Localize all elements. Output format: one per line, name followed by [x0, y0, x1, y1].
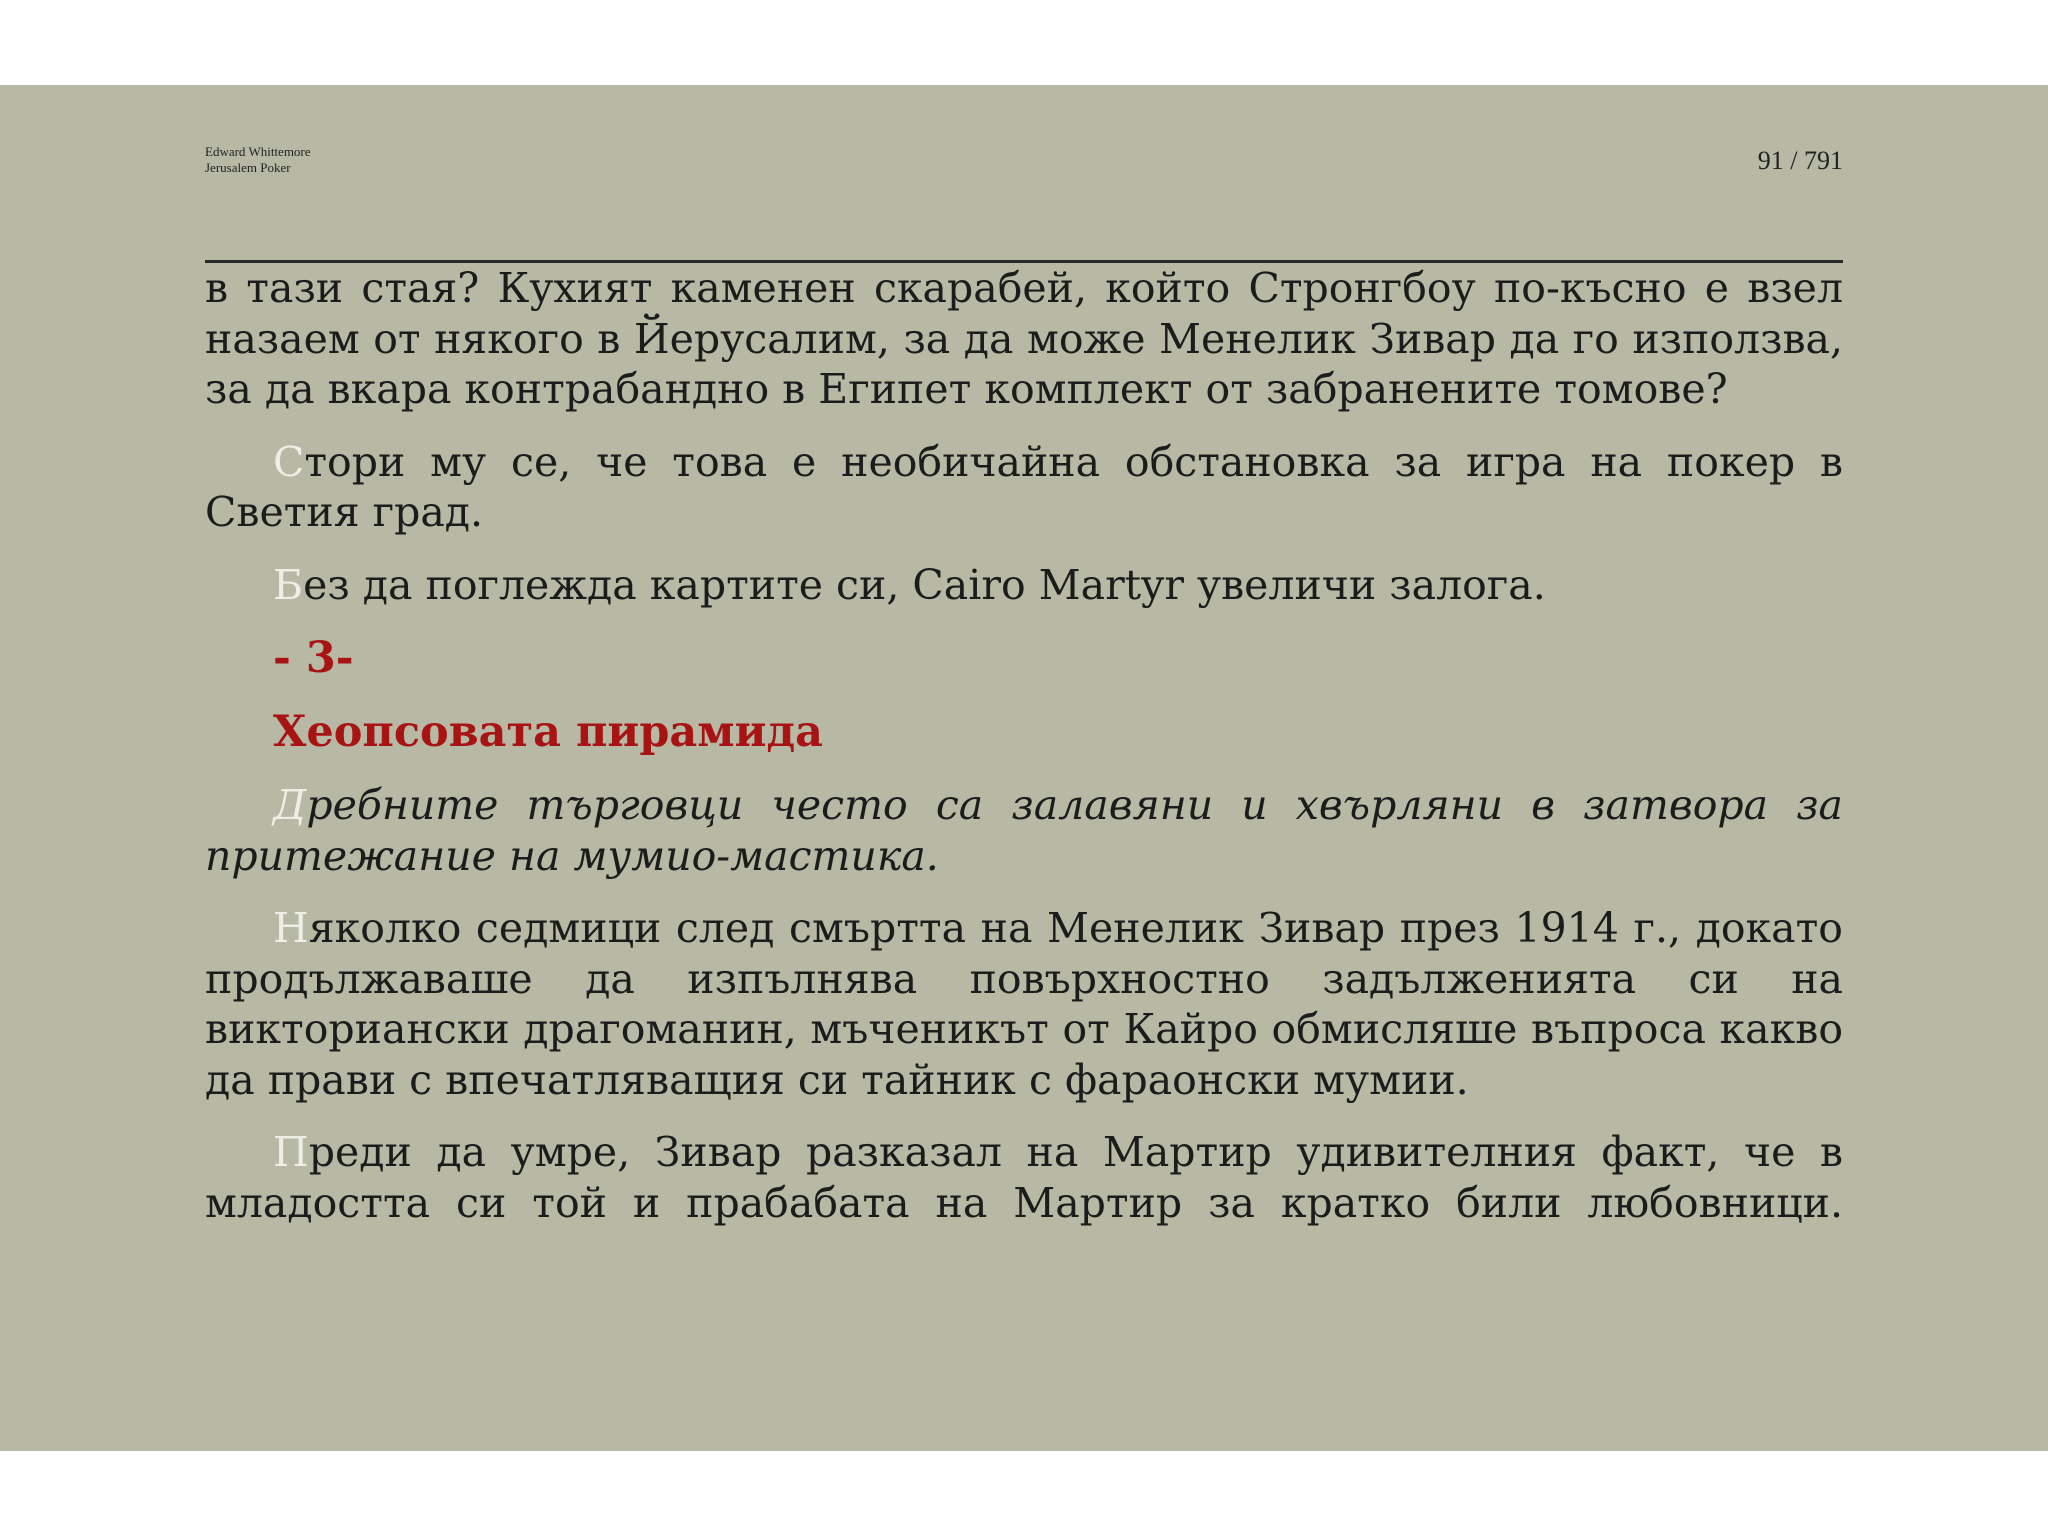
paragraph-text: реди да умре, Зивар разказал на Мартир удивителния факт, че в младостта си той и прабабата на Мартир за кратко били любовници. — [205, 1128, 1843, 1227]
drop-cap: Д — [273, 781, 307, 829]
paragraph-continuation: в тази стая? Кухият каменен скарабей, който Стронгбоу по-късно е взел назаем от някого в Йерусалим, за да може Менелик Зивар да го използва, за да вкара контрабандно в Египет комплект от забранените томове? — [205, 264, 1843, 413]
drop-cap: С — [273, 437, 305, 486]
chapter-number: - 3- — [273, 633, 354, 683]
drop-cap: Б — [273, 560, 304, 609]
chapter-title: Хеопсовата пирамида — [273, 707, 824, 757]
author-name: Edward Whittemore — [205, 144, 311, 159]
paragraph — [205, 437, 1843, 538]
page-counter: 91 / 791 — [1757, 146, 1843, 175]
paragraph — [205, 903, 1843, 1105]
paragraph-text: ребните търговци често са залавяни и хвърляни в затвора за притежание на мумио-мастика. — [205, 781, 1843, 880]
paragraph-text: тори му се, че това е необичайна обстановка за игра на покер в Светия град. — [205, 437, 1843, 536]
drop-cap: П — [273, 1128, 309, 1176]
running-head — [205, 144, 311, 176]
drop-cap: Н — [273, 904, 309, 952]
book-title: Jerusalem Poker — [205, 160, 291, 175]
page-body — [205, 263, 1843, 1228]
page-header — [205, 136, 1843, 260]
paragraph — [205, 1127, 1843, 1228]
paragraph-text: яколко седмици след смъртта на Менелик Зивар през 1914 г., докато продължаваше да изпълнява повърхностно задълженията си на викториански драгоманин, мъченикът от Кайро обмисляше въпроса какво да прави с впечатляващия си тайник с фараонски мумии. — [205, 904, 1843, 1104]
paragraph — [205, 560, 1843, 611]
epigraph — [205, 780, 1843, 881]
paragraph-text: ез да поглежда картите си, Cairo Martyr увеличи залога. — [303, 560, 1546, 609]
